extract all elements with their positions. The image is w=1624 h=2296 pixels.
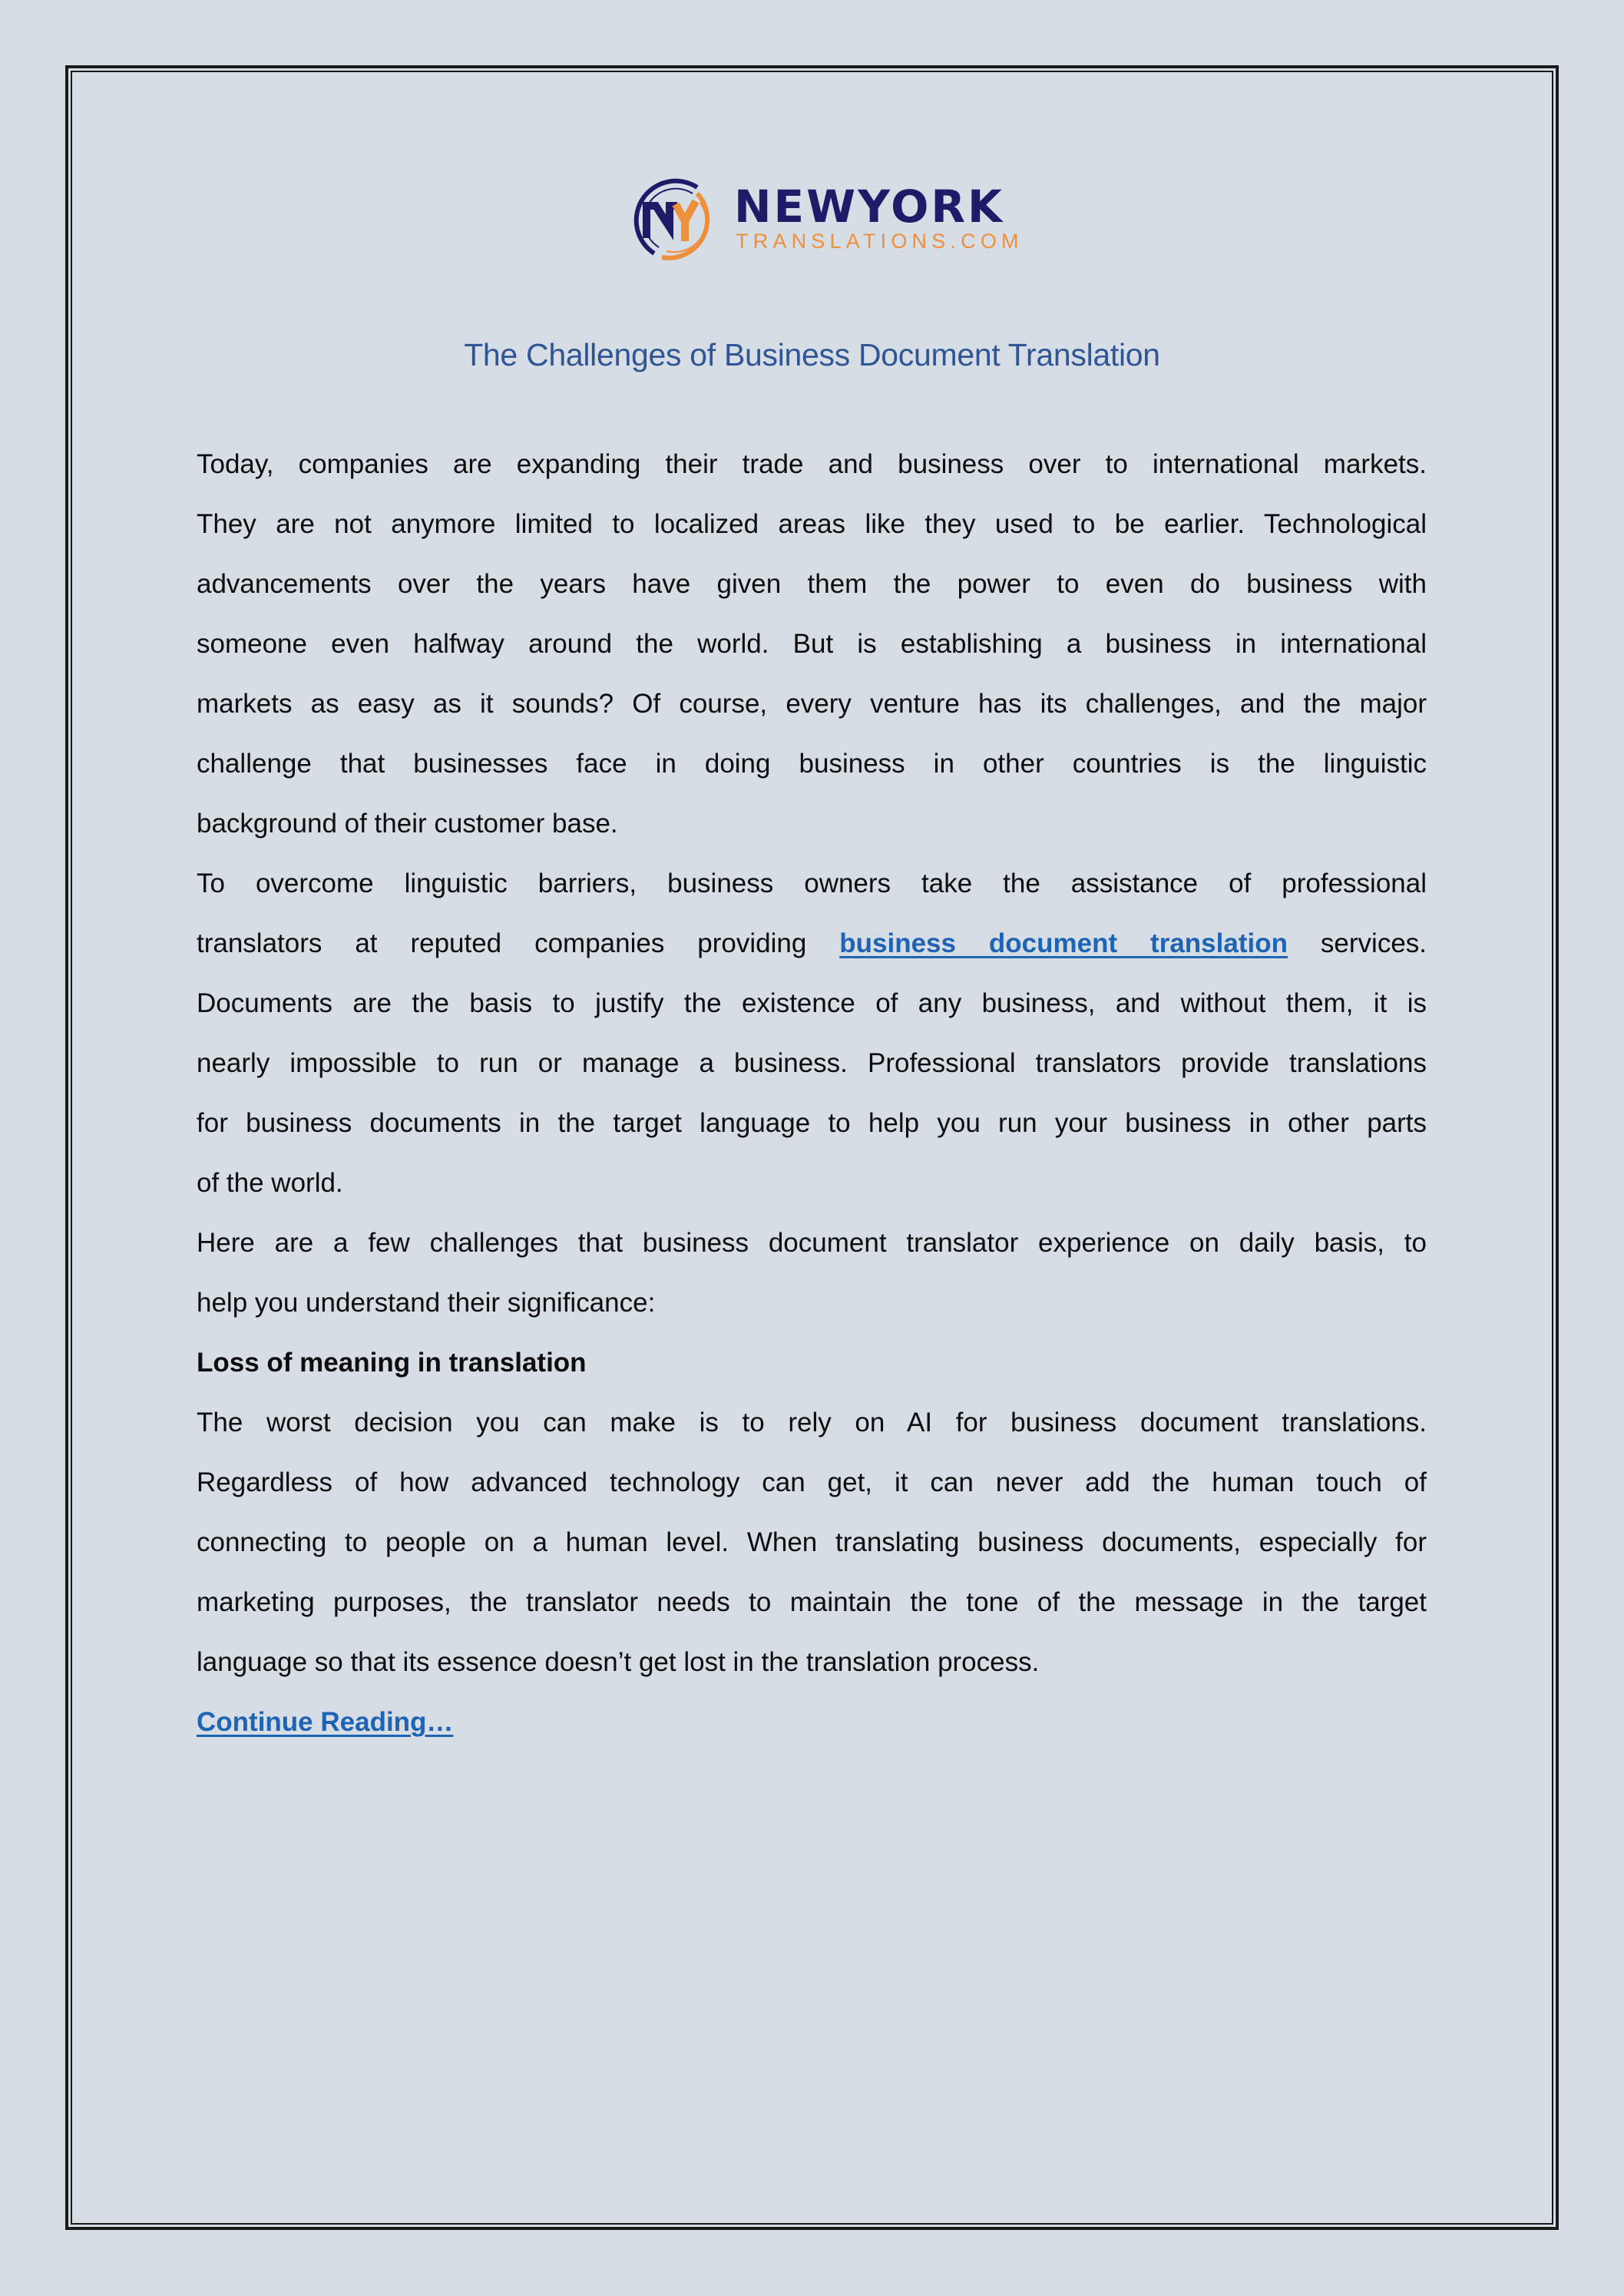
paragraph-3-line: help you understand their significance: bbox=[197, 1288, 656, 1318]
paragraph-4-line: marketing purposes, the translator needs to maintain the tone of the message in the target bbox=[197, 1587, 1427, 1617]
paragraph-2-text-before-link: translators at reputed companies providing bbox=[197, 928, 807, 958]
paragraph-4-line: connecting to people on a human level. When translating business documents, especially for bbox=[197, 1527, 1427, 1557]
logo-wordmark: NEWYORK bbox=[734, 180, 1004, 233]
paragraph-1-line: challenge that businesses face in doing business in other countries is the linguistic bbox=[197, 749, 1427, 779]
paragraph-2-line: for business documents in the target language to help you run your business in other parts bbox=[197, 1108, 1427, 1138]
paragraph-1-line: They are not anymore limited to localized areas like they used to be earlier. Technological bbox=[197, 509, 1427, 539]
paragraph-2-text-after-link: services. bbox=[1320, 928, 1427, 958]
paragraph-3-line: Here are a few challenges that business document translator experience on daily basis, to bbox=[197, 1228, 1427, 1258]
paragraph-1-line: someone even halfway around the world. But is establishing a business in international bbox=[197, 629, 1427, 659]
ny-logo-icon bbox=[631, 177, 717, 263]
paragraph-1-line: markets as easy as it sounds? Of course, every venture has its challenges, and the major bbox=[197, 689, 1427, 719]
paragraph-1-line: advancements over the years have given them the power to even do business with bbox=[197, 569, 1427, 599]
business-document-translation-link[interactable]: business document translation bbox=[839, 928, 1288, 958]
paragraph-2-line: To overcome linguistic barriers, business owners take the assistance of professional bbox=[197, 868, 1427, 898]
section-heading: Loss of meaning in translation bbox=[197, 1348, 587, 1378]
paragraph-2-line: nearly impossible to run or manage a business. Professional translators provide translations bbox=[197, 1048, 1427, 1078]
paragraph-4-line: The worst decision you can make is to rely on AI for business document translations. bbox=[197, 1408, 1427, 1437]
paragraph-1-line: background of their customer base. bbox=[197, 809, 618, 839]
paragraph-4-line: Regardless of how advanced technology can get, it can never add the human touch of bbox=[197, 1467, 1427, 1497]
document-title: The Challenges of Business Document Translation bbox=[464, 337, 1160, 372]
paragraph-1-line: Today, companies are expanding their trade and business over to international markets. bbox=[197, 449, 1427, 479]
continue-reading-link[interactable]: Continue Reading… bbox=[197, 1707, 454, 1737]
logo-subtitle: TRANSLATIONS.COM bbox=[736, 230, 1024, 253]
paragraph-4-line: language so that its essence doesn’t get lost in the translation process. bbox=[197, 1647, 1040, 1677]
paragraph-2-line: Documents are the basis to justify the existence of any business, and without them, it is bbox=[197, 988, 1427, 1018]
paragraph-2-line-with-link bbox=[197, 914, 1427, 974]
paragraph-2-line: of the world. bbox=[197, 1168, 343, 1198]
company-logo bbox=[631, 177, 1024, 263]
continue-reading-row bbox=[197, 1692, 1427, 1752]
